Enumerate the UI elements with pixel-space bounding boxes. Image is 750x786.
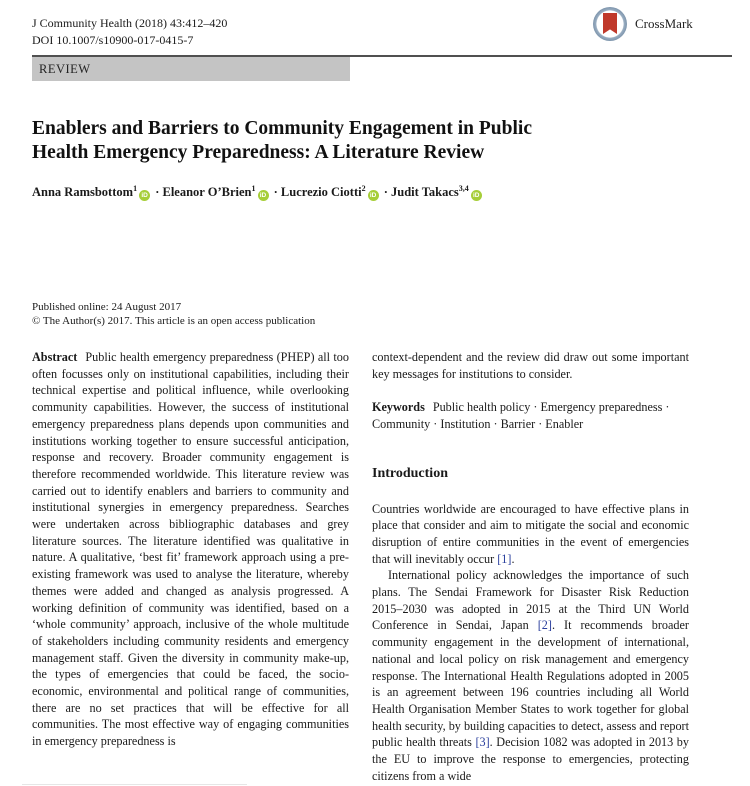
keywords-text: Public health policy · Emergency preparedness · Community · Institution · Barrier · Enabler — [372, 400, 670, 432]
reference-link[interactable]: [2] — [537, 618, 552, 633]
author-separator: · — [383, 185, 388, 199]
abstract-heading: Abstract — [32, 350, 78, 364]
author-separator: · — [155, 185, 160, 199]
section-label-bar — [32, 57, 350, 81]
left-column — [32, 349, 349, 750]
right-column — [372, 349, 689, 784]
author-name[interactable]: Anna Ramsbottom — [32, 185, 134, 199]
author-list — [32, 184, 484, 201]
keywords-heading: Keywords — [372, 400, 425, 415]
intro-text: Countries worldwide are encouraged to have effective plans in place that consider and aim to mitigate the social and economic disruption of entire communities in the event of emergencies that will inevitably occur — [372, 501, 689, 566]
author-affiliation: 1 — [133, 184, 138, 193]
orcid-icon[interactable]: iD — [139, 190, 150, 201]
orcid-icon[interactable]: iD — [258, 190, 269, 201]
author-name[interactable]: Eleanor O’Brien — [162, 185, 252, 199]
journal-citation: J Community Health (2018) 43:412–420 — [32, 16, 228, 30]
author-affiliation: 1 — [251, 184, 256, 193]
introduction-heading: Introduction — [372, 465, 448, 481]
reference-link[interactable]: [3] — [475, 735, 490, 750]
abstract-text: Public health emergency preparedness (PHEP) all too often focusses only on institutional capabilities, including their technical expertise and political influence, while overlooking community capabilities. However, the success of institutional emergency preparedness plans depends upon communities and institutions working together to ensure successful anticipation, response and recovery. Broader community engagement is therefore recommended worldwide. This literature review was carried out to identify enablers and barriers to community and institutional synergies in emergency preparedness. Searches were undertaken across bibliographic databases and grey literature sources. The literature identified was qualitative in nature. A qualitative, ‘best fit’ framework approach using a pre-existing framework was used to analyse the literature, whereby themes were added and changed as analysis progressed. A working definition of community was identified, based on a ‘whole community’ approach, inclusive of the whole multitude of stakeholders including community residents and emergency management staff. Given the diversity in community make-up, the types of emergencies that could be faced, the socio-economic, environmental and political range of communities, there are no set practices that will be effective for all communities. The most effective way of engaging communities in emergency preparedness is — [32, 350, 349, 749]
published-online-date: Published online: 24 August 2017 — [32, 301, 182, 313]
keywords-paragraph — [372, 399, 689, 432]
intro-text: . — [511, 551, 515, 566]
author-affiliation: 2 — [361, 184, 366, 193]
intro-text: International policy acknowledges the importance of such plans. The Sendai Framework for Disaster Risk Reduction 2015–2030 was adopted in 2015 at the Third UN World Conference in Sendai, Japan — [372, 568, 689, 633]
title-line-2: Health Emergency Preparedness: A Literature Review — [32, 142, 485, 163]
crossmark-label: CrossMark — [635, 16, 693, 31]
intro-text: . Decision 1082 was adopted in 2013 by the EU to improve the response to emergencies, protecting citizens from a wide — [372, 735, 689, 783]
section-label: REVIEW — [39, 62, 91, 76]
footnote-rule — [22, 784, 247, 785]
intro-text: . It recommends broader community engagement in the development of international, national and local policy on risk management and emergency response. The International Health Regulations adopted in 2005 is an agreement between 196 countries including all World Health Organisation Member States to work together for global health security, by building capacities to detect, assess and report public health threats — [372, 618, 689, 750]
crossmark-ribbon-icon — [593, 7, 627, 41]
abstract-paragraph — [32, 349, 349, 750]
intro-paragraph-1 — [372, 501, 689, 568]
orcid-icon[interactable]: iD — [471, 190, 482, 201]
copyright-notice: © The Author(s) 2017. This article is an open access publication — [32, 315, 316, 327]
orcid-icon[interactable]: iD — [368, 190, 379, 201]
author-name[interactable]: Lucrezio Ciotti — [280, 185, 362, 199]
intro-paragraph-2 — [372, 567, 689, 784]
abstract-continuation: context-dependent and the review did draw out some important key messages for institutions to consider. — [372, 350, 689, 381]
author-separator: · — [273, 185, 278, 199]
reference-link[interactable]: [1] — [497, 551, 512, 566]
article-title — [32, 117, 632, 165]
publication-info — [32, 300, 315, 328]
author-name[interactable]: Judit Takacs — [391, 185, 459, 199]
author-affiliation: 3,4 — [458, 184, 469, 193]
crossmark-badge[interactable] — [593, 7, 693, 41]
title-line-1: Enablers and Barriers to Community Engagement in Public — [32, 118, 532, 139]
doi[interactable]: DOI 10.1007/s10900-017-0415-7 — [32, 33, 194, 47]
